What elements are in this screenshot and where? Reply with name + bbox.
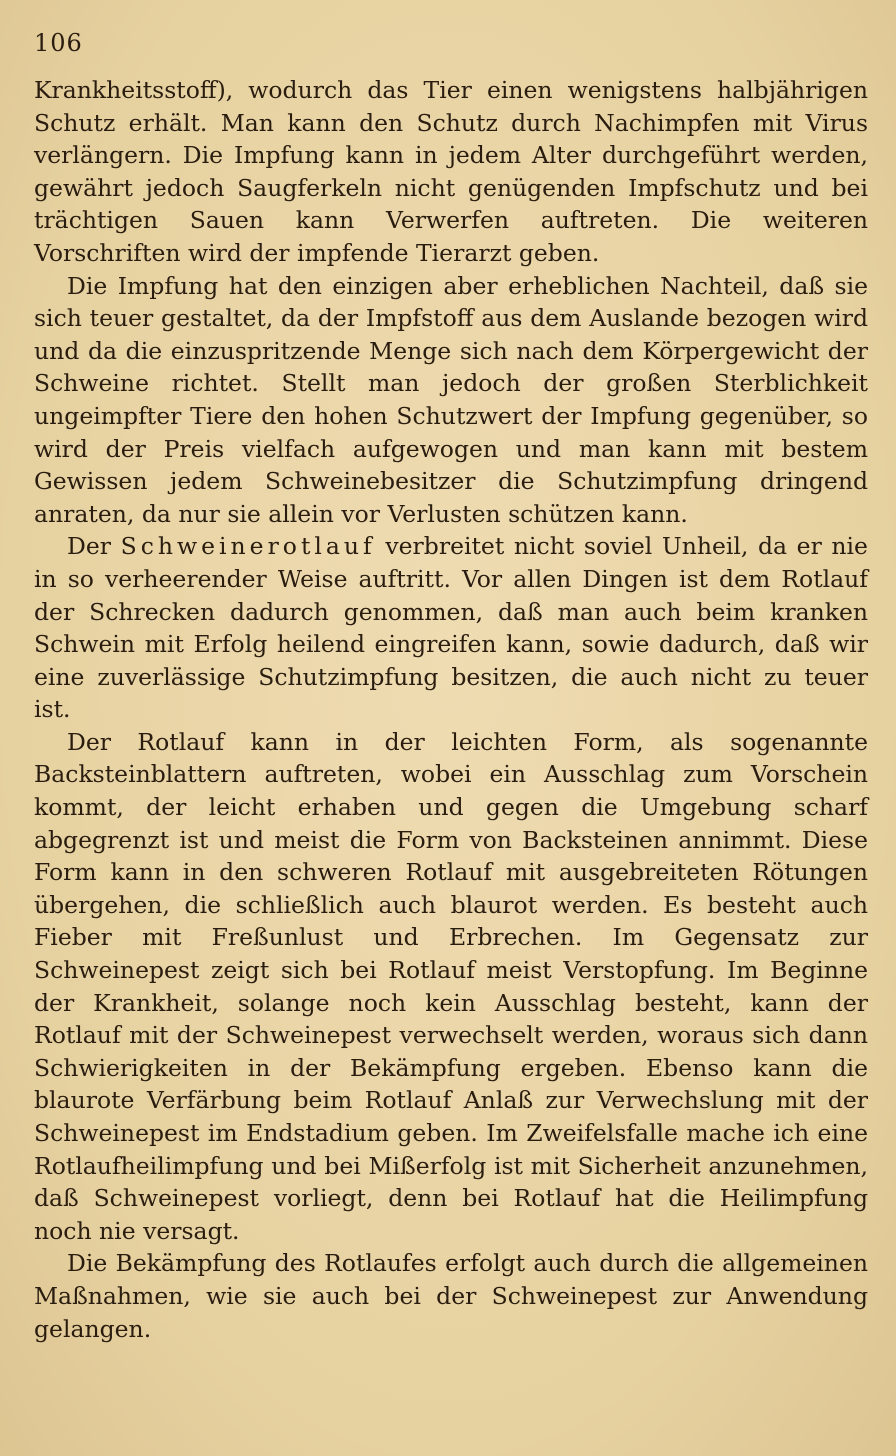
- paragraph-3-rest: verbreitet nicht soviel Unheil, da er nie in so verheerender Weise auftritt. Vor allen Dingen ist dem Rotlauf der Schrecken dadurch genommen, daß man auch beim kranken Schwein mit Erfolg heilend eingreifen kann, sowie dadurch, daß wir eine zuverlässige Schutzimpfung besitzen, die auch nicht zu teuer ist.: [34, 532, 868, 724]
- paragraph-3: [34, 530, 868, 726]
- paragraph-3-lead: Der: [67, 532, 111, 561]
- emphasized-term: Schweinerotlauf: [120, 532, 376, 561]
- paragraph-4: Der Rotlauf kann in der leichten Form, als sogenannte Backsteinblattern auftreten, wobei ein Ausschlag zum Vorschein kommt, der leicht erhaben und gegen die Umgebung scharf abgegrenzt ist und meist die Form von Backsteinen annimmt. Diese Form kann in den schweren Rotlauf mit ausgebreiteten Rötungen übergehen, die schließlich auch blaurot werden. Es besteht auch Fieber mit Freßunlust und Erbrechen. Im Gegensatz zur Schweinepest zeigt sich bei Rotlauf meist Verstopfung. Im Beginne der Krankheit, solange noch kein Ausschlag besteht, kann der Rotlauf mit der Schweinepest verwechselt werden, woraus sich dann Schwierigkeiten in der Bekämpfung ergeben. Ebenso kann die blaurote Verfärbung beim Rotlauf Anlaß zur Verwechslung mit der Schweinepest im Endstadium geben. Im Zweifelsfalle mache ich eine Rotlaufheilimpfung und bei Mißerfolg ist mit Sicherheit anzunehmen, daß Schweinepest vorliegt, denn bei Rotlauf hat die Heilimpfung noch nie versagt.: [34, 727, 868, 1245]
- body-text: [34, 74, 868, 1345]
- page-number: 106: [34, 29, 83, 57]
- paragraph-1: Krankheitsstoff), wodurch das Tier einen wenigstens halbjährigen Schutz erhält. Man kann den Schutz durch Nachimpfen mit Virus verlängern. Die Impfung kann in jedem Alter durchgeführt werden, gewährt jedoch Saugferkeln nicht genügenden Impfschutz und bei trächtigen Sauen kann Verwerfen auftreten. Die weiteren Vorschriften wird der impfende Tierarzt geben.: [34, 76, 868, 267]
- paragraph-5: Die Bekämpfung des Rotlaufes erfolgt auch durch die allgemeinen Maßnahmen, wie sie auch bei der Schweinepest zur Anwendung gelangen.: [34, 1249, 868, 1343]
- paragraph-2: Die Impfung hat den einzigen aber erheblichen Nachteil, daß sie sich teuer gestaltet, da der Impfstoff aus dem Auslande bezogen wird und da die einzuspritzende Menge sich nach dem Körpergewicht der Schweine richtet. Stellt man jedoch der großen Sterblichkeit ungeimpfter Tiere den hohen Schutzwert der Impfung gegenüber, so wird der Preis vielfach aufgewogen und man kann mit bestem Gewissen jedem Schweinebesitzer die Schutzimpfung dringend anraten, da nur sie allein vor Verlusten schützen kann.: [34, 271, 868, 528]
